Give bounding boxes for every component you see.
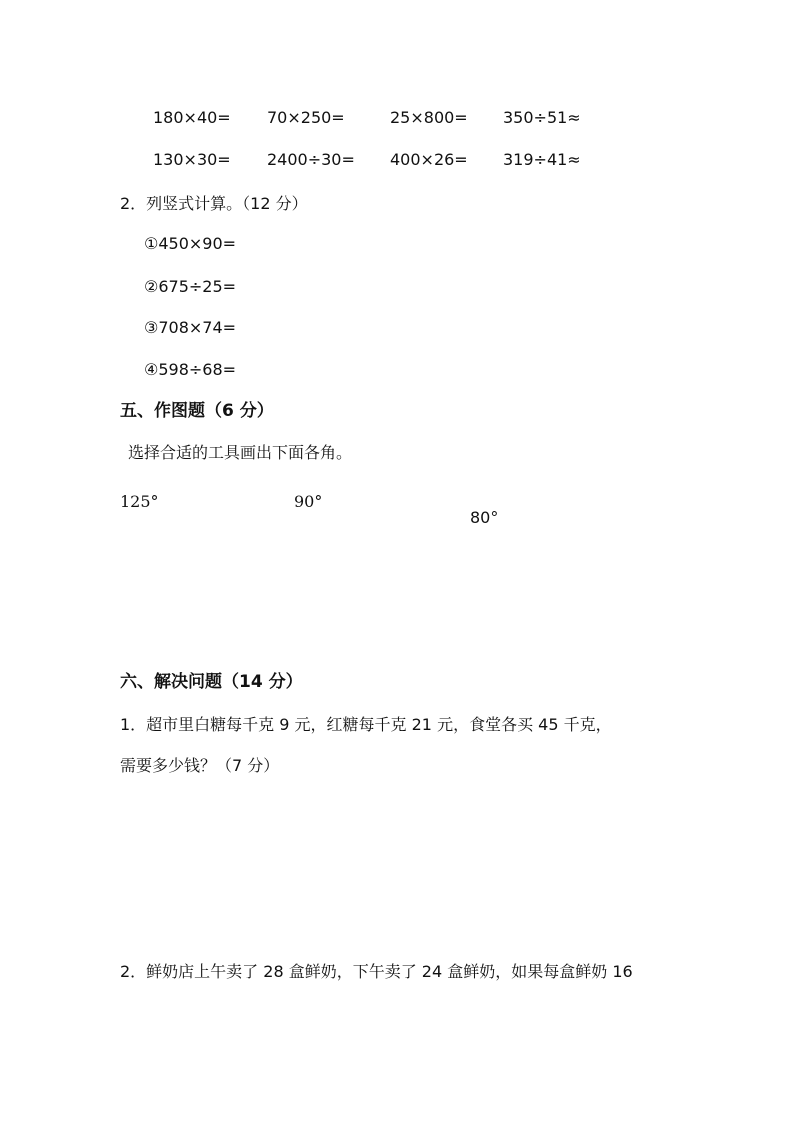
section-heading: 六、解决问题（14 分） xyxy=(120,672,303,692)
angle-label: 125° xyxy=(120,492,159,511)
problem-text: 1．超市里白糖每千克 9 元，红糖每千克 21 元，食堂各买 45 千克， xyxy=(120,715,612,734)
calc-item: ②675÷25= xyxy=(144,277,237,296)
instruction-text: 选择合适的工具画出下面各角。 xyxy=(128,443,353,462)
angle-label: 90° xyxy=(294,492,323,511)
angle-label: 80° xyxy=(470,508,499,527)
calc-item: ③708×74= xyxy=(144,318,237,337)
calc-item: 400×26= xyxy=(390,150,468,169)
calc-item: 180×40= xyxy=(153,108,231,127)
calc-item: 350÷51≈ xyxy=(503,108,581,127)
calc-item: 70×250= xyxy=(267,108,345,127)
question-heading: 2．列竖式计算。（12 分） xyxy=(120,194,308,213)
calc-item: 2400÷30= xyxy=(267,150,355,169)
calc-item: ④598÷68= xyxy=(144,360,237,379)
calc-item: ①450×90= xyxy=(144,234,237,253)
calc-item: 319÷41≈ xyxy=(503,150,581,169)
problem-text: 2．鲜奶店上午卖了 28 盒鲜奶，下午卖了 24 盒鲜奶，如果每盒鲜奶 16 xyxy=(120,962,633,981)
problem-text: 需要多少钱？（7 分） xyxy=(120,756,280,775)
calc-item: 130×30= xyxy=(153,150,231,169)
section-heading: 五、作图题（6 分） xyxy=(120,401,274,421)
calc-item: 25×800= xyxy=(390,108,468,127)
